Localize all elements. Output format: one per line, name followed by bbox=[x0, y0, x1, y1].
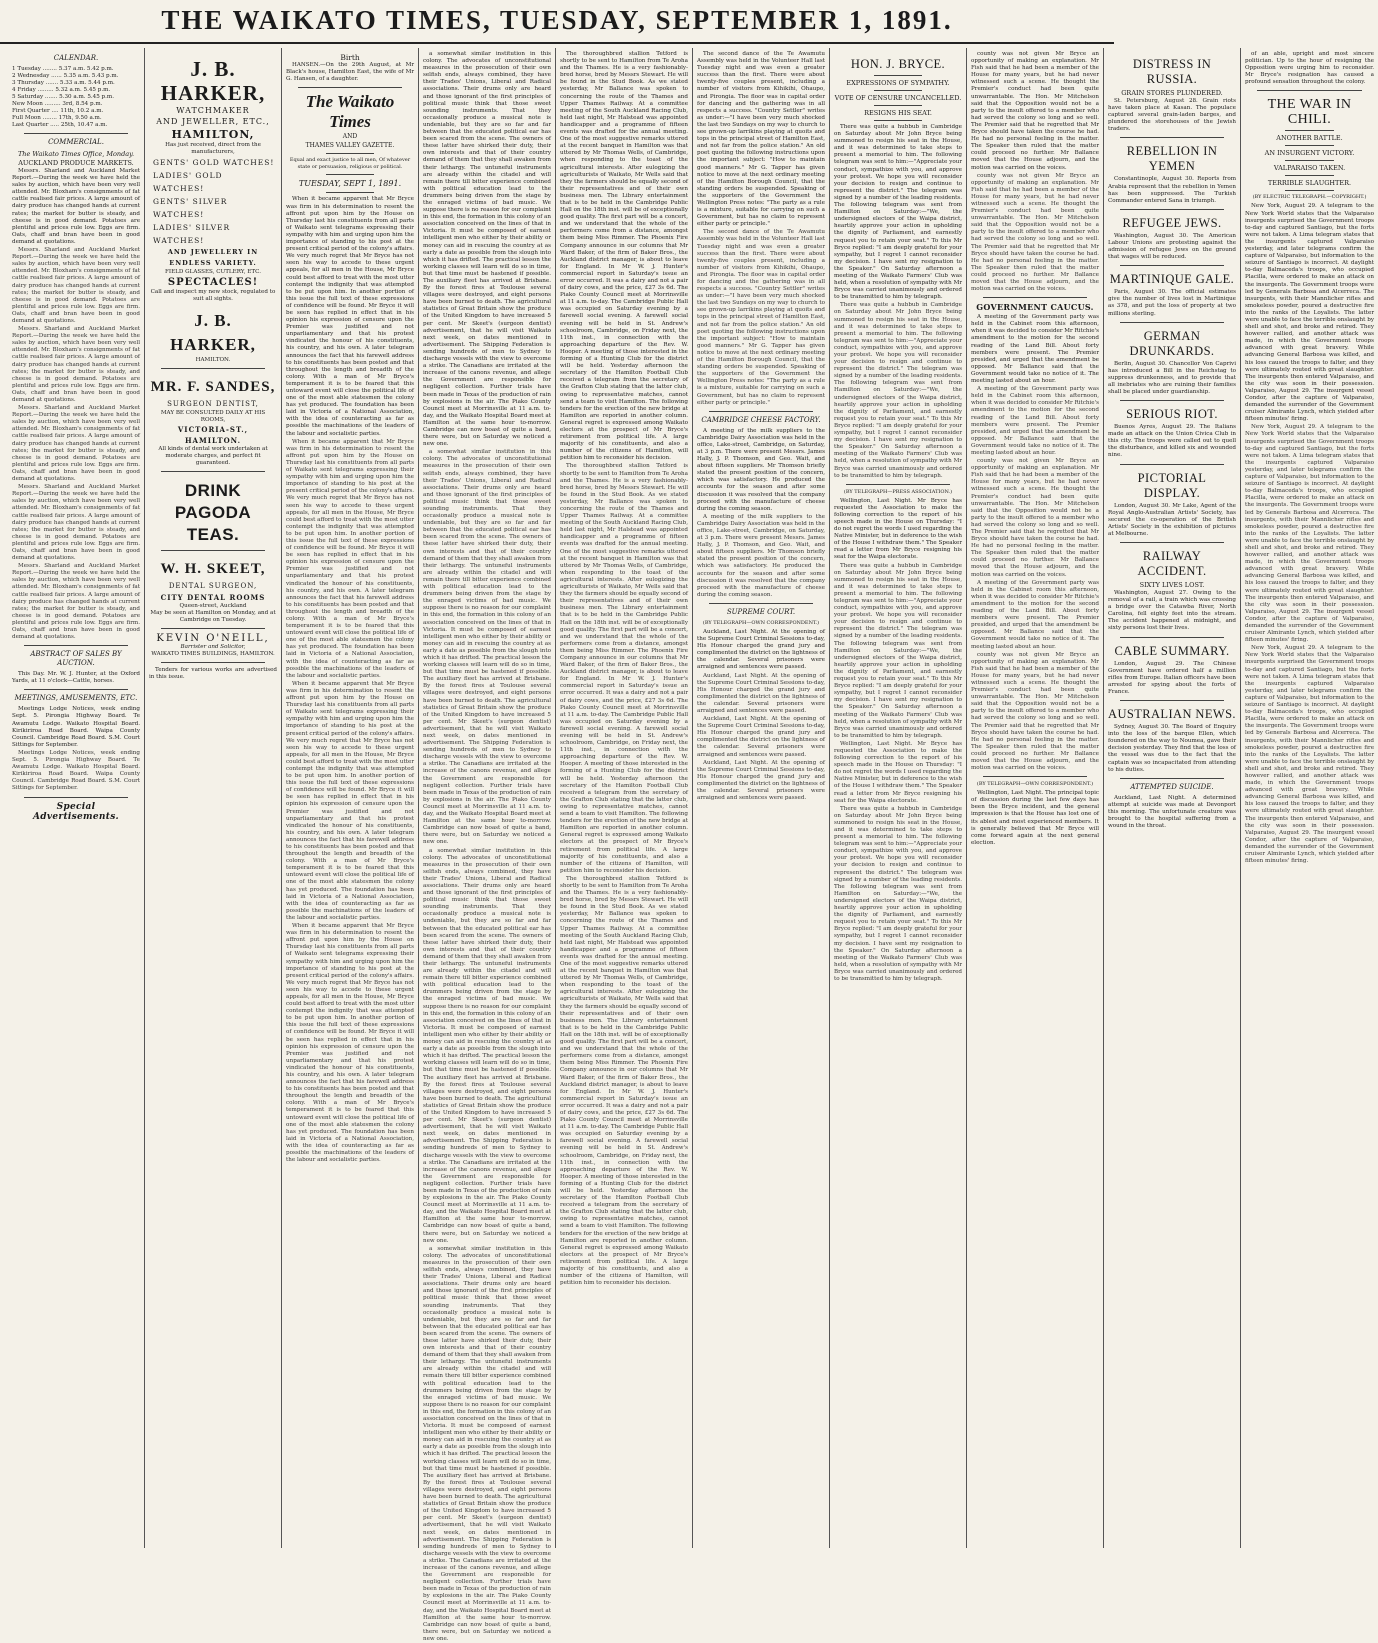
bryce-title: HON. J. BRYCE. bbox=[850, 57, 946, 71]
watch-line: GENTS' SILVER WATCHES! bbox=[153, 197, 228, 219]
calendar-row: 3 Thursday ....... 5.33 a.m. 5.44 p.m. bbox=[12, 80, 115, 86]
cable-title: DISTRESS IN RUSSIA. bbox=[1132, 57, 1212, 86]
cable-body: Constantinople, August 30. Reports from Arabia represent that the rebellion in Yemen has been suppressed. The Turkish Commander entered Sana in triumph. bbox=[1108, 176, 1236, 204]
commercial-body: Messrs. Sharland and Auckland Market Report.—During the week we have held the sales by auction, which have been very well attended. Mr. Bloxham's consignments of fat cattle realised fair prices. A large amount of dairy produce has changed hands at current rates; the market for butter is steady, and cheese is in good demand. Potatoes are plentiful and prices rule low. Eggs are firm. Oats, chaff and bran have been in good demand at quotations. bbox=[12, 563, 140, 641]
pagoda-tea-ad: DRINK PAGODA TEAS. bbox=[174, 481, 252, 544]
supreme-court-telegraph: (BY TELEGRAPH—OWN CORRESPONDENT.) bbox=[702, 619, 820, 626]
cable-body: Washington, August 30. The American Labour Unions are protesting against the admission of refugee Jews on the ground that wages will be reduced. bbox=[1108, 232, 1236, 261]
article-body: The second dance of the Te Awamutu Assembly was held in the Volunteer Hall last Tuesday night and was even a greater success than the first. There were about twenty-five couples present, including a number of visitors from Kihikihi, Ohaupo, and Pirongia. The floor was in capital order for dancing and the gathering was in all respects a success. "Country Settler" writes as under:—"I have been very much shocked the last two Sundays on my way to church to see grown-up larrikins playing at quoits and tops in the principal street of Hamilton East, and not far from the police station." An old poet quoting the following instructions upon the important subject: "How to maintain good manners." Mr G. Tapper has given notice to move at the next ordinary meeting of the Hamilton Borough Council, that the standing orders be suspended. Speaking of the supporters of the Government the Wellington Press notes: "The party as a rule is a mixture, suitable for carrying on such a Government, but has no claim to represent either party or principle." bbox=[697, 229, 825, 406]
bryce-telegraph-body: Wellington, Last Night. Mr Bryce has requested the Association to make the following correction to the report of his speech made in the House on Thursday: "I do not regret the words I used regarding the Native Minister, but in deference to the wish of the House I withdraw them." The Speaker read a letter from Mr Bryce resigning his seat for the Waipa electorate. bbox=[834, 740, 962, 804]
cable-body: Washington, August 27. Owing to the removal of a rail, a train which was crossing a bridge over the Catawba River, North Carolina, fell eighty feet into the stream. The accident happened at midnight, and sixty persons lost their lives. bbox=[1108, 590, 1236, 632]
divider bbox=[874, 120, 922, 121]
skeet-title: DENTAL SURGEON, bbox=[168, 582, 258, 590]
bryce-sub-censure: VOTE OF CENSURE UNCANCELLED. bbox=[834, 94, 962, 102]
divider bbox=[1120, 400, 1224, 401]
parliament-telegraph: (BY TELEGRAPH—OWN CORRESPONDENT.) bbox=[976, 781, 1094, 788]
divider bbox=[298, 87, 402, 88]
article-body: The thoroughbred stallion Tetford is shortly to be sent to Hamilton from Te Aroha and the Thames. He is a very fashionably-bred horse, bred by Messrs Stewart. He will be found in the Stud Book. As we stated yesterday, Mr Ballance was spoken to concerning the route of the Thames and Upper Thames Railway. At a committee meeting of the South Auckland Racing Club, held last night, Mr Halstead was appointed handicapper and a programme of fifteen events was drafted for the annual meeting. One of the most suggestive remarks uttered at the recent banquet in Hamilton was that uttered by Mr Thomas Wells, of Cambridge, when responding to the toast of the agricultural interests. After eulogizing the agriculturists of Waikato, Mr Wells said that they the farmers should be equally second of their representatives and of their own business men. The Library entertainment that is to be held in the Cambridge Public Hall on the 18th inst. will be of exceptionally good quality. The first part will be a concert, and we understand that the whole of the performers come from a distance, amongst them being Miss Rimmer. The Phoenix Fire Company announce in our columns that Mr Ward Baker, of the firm of Baker Bros., the Auckland district manager, is about to leave for England. In Mr W. J. Hunter's commercial report in Saturday's issue an error occurred. It was a dairy and not a pair of dairy cows, and the price, £27 3s 6d. The Piako County Council meet at Morrinsville at 11 a.m. to-day. The Cambridge Public Hall was occupied on Saturday evening by a farewell social evening. A farewell social evening will be held in St. Andrew's schoolroom, Cambridge, on Friday next, the 11th inst., in connection with the approaching departure of the Rev. W. Hooper. A meeting of those interested in the forming of a Hunting Club for the district will be held. Yesterday afternoon the secretary of the Hamilton Football Club received a telegram from the secretary of the Grafton Club stating that the latter club, owing to representative matches, cannot send a team to visit Hamilton. The following tenders for the erection of the new bridge at Hamilton are reported in another column. General regret is expressed among Waikato electors at the prospect of Mr Bryce's retirement from political life. A large majority of his constituents, and also a number of the citizens of Hamilton, will petition him to reconsider his decision. bbox=[560, 51, 688, 462]
parliament-body: county was not given Mr Bryce an opportunity of making an explanation. Mr Fish said that he had been a member of the House for many years, but he had never witnessed such a scene. He thought the Premier's conduct had been quite unwarrantable. The Hon. Mr Mitchelson said that the Opposition would not be a party to the insult offered to a member who had served the colony so long and so well. The Premier said that he regretted that Mr Bryce should have taken the course he had. He had no personal feeling in the matter. The Speaker then ruled that the matter could proceed no further. Mr Ballance moved that the House adjourn, and the motion was carried on the voices. bbox=[971, 172, 1099, 293]
cable-body: London, August 29. The Chinese Government have ordered half a million rifles from Europe. Italian officers have been arrested for spying about the forts of France. bbox=[1108, 660, 1236, 695]
divider bbox=[161, 628, 265, 629]
bryce-body: There was quite a hubbub in Cambridge on Saturday about Mr John Bryce being summoned to resign his seat in the House, and it was determined to take steps to present a memorial to him. The following telegram was sent to him:—"Appreciate your conduct, sympathize with you, and approve your protest. We hope you will reconsider your decision to resign and continue to represent the district." The telegram was signed by a number of the leading residents. The following telegram was sent from Hamilton on Saturday:—"We, the undersigned electors of the Waipa district, heartily approve your action in upholding the dignity of Parliament, and earnestly request you to retain your seat." To this Mr Bryce replied: "I am deeply grateful for your sympathy, but I regret I cannot reconsider my decision. I have sent my resignation to the Speaker." On Saturday afternoon a meeting of the Waikato Farmers' Club was held, when a resolution of sympathy with Mr Bryce was carried unanimously and ordered to be transmitted to him by telegraph. bbox=[834, 302, 962, 479]
cable-body: Buenos Ayres, August 29. The Italians made an attack on the Union Civica Club in this city. The troops were called out to quell the disturbance, and killed six and wounded nine. bbox=[1108, 424, 1236, 459]
column-5 bbox=[556, 48, 693, 1548]
calendar-row: Last Quarter ..... 25th, 10.47 a.m. bbox=[12, 122, 108, 128]
war-sub: ANOTHER BATTLE. bbox=[1276, 134, 1343, 143]
divider bbox=[709, 411, 813, 412]
sandes-name: MR. F. SANDES, bbox=[150, 379, 276, 395]
sandes-attend: MAY BE CONSULTED DAILY AT HIS ROOMS, bbox=[160, 410, 266, 423]
harker-name: J. B. HARKER, bbox=[160, 57, 266, 105]
abstract-body: This Day. Mr. W. J. Hunter, at the Oxford Yards, at 11 o'clock—Cattle, horses. bbox=[12, 671, 140, 685]
paper-sub-and: AND bbox=[342, 133, 358, 141]
divider bbox=[1285, 130, 1334, 131]
calendar-table bbox=[12, 66, 140, 129]
war-sub: VALPARAISO TAKEN. bbox=[1273, 164, 1346, 173]
commercial-body: Messrs. Sharland and Auckland Market Report.—During the week we have held the sales by auction, which have been very well attended. Mr. Bloxham's consignments of fat cattle realised fair prices. A large amount of dairy produce has changed hands at current rates; the market for butter is steady, and cheese is in good demand. Potatoes are plentiful and prices rule low. Eggs are firm. Oats, chaff and bran have been in good demand at quotations. bbox=[12, 247, 140, 324]
cable-subtitle: SIXTY LIVES LOST. bbox=[1139, 581, 1205, 589]
leader-body: When it became apparent that Mr Bryce was firm in his determination to resent the affront put upon him by the House on Thursday last his constituents from all parts of Waikato sent telegrams expressing their sympathy with him and urging upon him the importance of standing to his post at the present critical period of the colony's affairs. We very much regret that Mr Bryce has not seen his way to accede to these urgent appeals, for all men in the House, Mr Bryce could best afford to treat with the most utter contempt the indignity that was attempted to be put upon him. In another portion of this issue the full text of these expressions of confidence will be found. Mr Bryce it will be seen has replied in effect that in his opinion his expression of censure upon the Premier was justified and not unparliamentary and that his protest vindicated the honour of his constituents, his country, and his own. A later telegram announces the fact that his farewell address to his constituents has been posted and that throughout the length and breadth of the colony. With a man of Mr Bryce's temperament it is to be feared that this untoward event will close the political life of one of the most able statesmen the colony has yet produced. The foundation has been laid in Victoria of a National Association, with the idea of counteracting as far as possible the machinations of the leaders of the labour and socialistic parties. bbox=[286, 438, 414, 679]
divider bbox=[1120, 778, 1224, 779]
divider bbox=[161, 368, 265, 369]
watch-line: LADIES' GOLD WATCHES! bbox=[153, 171, 223, 193]
harker-spectacles: SPECTACLES! bbox=[167, 277, 259, 288]
skeet-address: Queen-street, Auckland bbox=[179, 603, 247, 609]
commercial-dateline: The Waikato Times Office, Monday. bbox=[17, 150, 135, 158]
divider bbox=[1285, 190, 1334, 191]
divider bbox=[874, 90, 922, 91]
cable-body: Sydney, August 30. The Board of Enquiry into the loss of the barque Ellen, which foundered on the way to Noumea, gave their decision yesterday. They find that the loss of the vessel was due to the fact that the captain was so incapacitated from attending to his duties. bbox=[1108, 724, 1236, 773]
calendar-row: New Moon ......... 3rd, 8.54 p.m. bbox=[12, 101, 103, 107]
cable-title: CABLE SUMMARY. bbox=[1114, 643, 1230, 658]
cable-body: Berlin, August 30. Chancellor Von Caprivi has introduced a Bill in the Reichstag to suppress drunkenness, and to provide that all inebriates who are ruining their families shall be placed under guardianship. bbox=[1108, 360, 1236, 395]
bryce-sub-sympathy: EXPRESSIONS OF SYMPATHY. bbox=[846, 79, 950, 87]
divider bbox=[161, 550, 265, 551]
harker-hamilton: HAMILTON, bbox=[171, 128, 255, 141]
divider bbox=[326, 153, 374, 154]
divider bbox=[1285, 145, 1334, 146]
column-1 bbox=[8, 48, 145, 1548]
cable-title: PICTORIAL DISPLAY. bbox=[1137, 470, 1207, 500]
commercial-title: COMMERCIAL. bbox=[48, 138, 104, 146]
harker-jewellery: AND JEWELLERY IN ENDLESS VARIETY. bbox=[167, 248, 259, 267]
meetings-body: Meetings Lodge Notices, week ending Sept. 5. Pirongia Highway Board. Te Awamutu Lodge. Waikato Hospital Board. Kirikiriroa Road Board. Waipa County Council. Cambridge Road Board. S.M. Court Sittings for September. bbox=[12, 706, 140, 748]
commercial-subhead: AUCKLAND PRODUCE MARKETS. bbox=[18, 159, 134, 167]
commercial-body: Messrs. Sharland and Auckland Market Report.—During the week we have held the sales by auction, which have been very well attended. Mr. Bloxham's consignments of fat cattle realised fair prices. A large amount of dairy produce has changed hands at current rates; the market for butter is steady, and cheese is in good demand. Potatoes are plentiful and prices rule low. Eggs are firm. Oats, chaff and bran have been in good demand at quotations. bbox=[12, 326, 140, 403]
supreme-court-title: SUPREME COURT. bbox=[726, 607, 796, 616]
masthead bbox=[0, 0, 1114, 44]
divider bbox=[24, 133, 128, 134]
skeet-note: May be seen at Hamilton on Monday, and at Cambridge on Tuesday. bbox=[150, 610, 276, 623]
leader-body: When it became apparent that Mr Bryce was firm in his determination to resent the affront put upon him by the House on Thursday last his constituents from all parts of Waikato sent telegrams expressing their sympathy with him and urging upon him the importance of standing to his post at the present critical period of the colony's affairs. We very much regret that Mr Bryce has not seen his way to accede to these urgent appeals, for all men in the House, Mr Bryce could best afford to treat with the most utter contempt the indignity that was attempted to be put upon him. In another portion of this issue the full text of these expressions of confidence will be found. Mr Bryce it will be seen has replied in effect that in his opinion his expression of censure upon the Premier was justified and not unparliamentary and that his protest vindicated the honour of his constituents, his country, and his own. A later telegram announces the fact that his farewell address to his constituents has been posted and that throughout the length and breadth of the colony. With a man of Mr Bryce's temperament it is to be feared that this untoward event will close the political life of one of the most able statesmen the colony has yet produced. The foundation has been laid in Victoria of a National Association, with the idea of counteracting as far as possible the machinations of the leaders of the labour and socialistic parties. bbox=[286, 680, 414, 921]
column-7 bbox=[830, 48, 967, 1548]
divider bbox=[709, 603, 813, 604]
birth-title: Birth bbox=[340, 53, 360, 62]
column-8 bbox=[967, 48, 1104, 1548]
leader-body: When it became apparent that Mr Bryce was firm in his determination to resent the affront put upon him by the House on Thursday last his constituents from all parts of Waikato sent telegrams expressing their sympathy with him and urging upon him the importance of standing to his post at the present critical period of the colony's affairs. We very much regret that Mr Bryce has not seen his way to accede to these urgent appeals, for all men in the House, Mr Bryce could best afford to treat with the most utter contempt the indignity that was attempted to be put upon him. In another portion of this issue the full text of these expressions of confidence will be found. Mr Bryce it will be seen has replied in effect that in his opinion his expression of censure upon the Premier was justified and not unparliamentary and that his protest vindicated the honour of his constituents, his country, and his own. A later telegram announces the fact that his farewell address to his constituents has been posted and that throughout the length and breadth of the colony. With a man of Mr Bryce's temperament it is to be feared that this untoward event will close the political life of one of the most able statesmen the colony has yet produced. The foundation has been laid in Victoria of a National Association, with the idea of counteracting as far as possible the machinations of the leaders of the labour and socialistic parties. bbox=[286, 196, 414, 437]
calendar-title: CALENDAR. bbox=[53, 54, 99, 62]
divider bbox=[1120, 637, 1224, 638]
article-body: a somewhat similar institution in this colony. The advocates of unconstitutional measures in the prosecution of their own selfish ends, always combined, they have their Trades' Unions, Liberal and Radical associations. Their drums only are heard and those ignorant of the first principles of political music think that those sweet sounding instruments. That they occasionally produce a musical note is undeniable, but they are so far and far between that the educated political ear has been scared from the scene. The owners of these latter have shirked their duty, their own interests and that of their country demand of them that they shall awaken from their lethargy. The untuneful instruments are already within the citadel and will remain there till bitter experience combined with political education lead to the drummers being driven from the stage by the enraged victims of bad music. We suppose there is no reason for our complaint in this end, the formation in this colony of an association conceived on the lines of that in Victoria. It must be composed of earnest intelligent men who either by their ability or money can aid in rescuing the country at as early a date as possible from the slough into which it has drifted. The practical lesson the working classes will learn will do so in time, but that time must be hastened if possible. The auxiliary fleet has arrived at Brisbane. By the forest fires at Toulouse several villages were destroyed, and eight persons have been burned to death. The agricultural statistics of Great Britain show the produce of the United Kingdom to have increased 5 per cent. Mr Skeet's (surgeon dentist) advertisement, that he will visit Waikato next week, on dates mentioned in advertisement. The Shipping Federation is sending hundreds of men to Sydney to discharge vessels with the view to overcome a strike. The Canadians are irritated at the increase of the canons revenue, and allege the Government are responsible for negligent collection. Further trials have been made in Texas of the production of rain by explosions in the air. The Piako County Council meet at Morrinsville at 11 a.m. to-day, and the Waikato Hospital Board meet at Hamilton at the same hour to-morrow. Cambridge can now boast of quite a band, there were, but on Saturday we noticed a new one. bbox=[423, 51, 551, 448]
oneill-title: Barrister and Solicitor, bbox=[180, 644, 246, 650]
divider bbox=[326, 174, 374, 175]
sandes-note: All kinds of dental work undertaken at moderate charges, and perfect fit guaranteed. bbox=[158, 446, 268, 466]
harker-spec-note: Call and inspect my new stock, regulated to suit all sights. bbox=[150, 289, 276, 302]
cheese-factory-body: A meeting of the milk suppliers to the Cambridge Dairy Association was held in the office, Lake-street, Cambridge, on Saturday, at 3 p.m. There were present Messrs. James Hally, J. P. Thomson, and Geo. Wait, and about fifteen suppliers. Mr Thomson briefly stated the present position of the concern, which was satisfactory. He produced the accounts for the season and after some discussion it was resolved that the company proceed with the manufacture of cheese during the coming season. bbox=[697, 513, 825, 598]
paper-sub-gazette: THAMES VALLEY GAZETTE. bbox=[305, 142, 395, 150]
article-body: The second dance of the Te Awamutu Assembly was held in the Volunteer Hall last Tuesday night and was even a greater success than the first. There were about twenty-five couples present, including a number of visitors from Kihikihi, Ohaupo, and Pirongia. The floor was in capital order for dancing and the gathering was in all respects a success. "Country Settler" writes as under:—"I have been very much shocked the last two Sundays on my way to church to see grown-up larrikins playing at quoits and tops in the principal street of Hamilton East, and not far from the police station." An old poet quoting the following instructions upon the important subject: "How to maintain good manners." Mr G. Tapper has given notice to move at the next ordinary meeting of the Hamilton Borough Council, that the standing orders be suspended. Speaking of the supporters of the Government the Wellington Press notes: "The party as a rule is a mixture, suitable for carrying on such a Government, but has no claim to represent either party or principle." bbox=[697, 51, 825, 228]
parliament-body: county was not given Mr Bryce an opportunity of making an explanation. Mr Fish said that he had been a member of the House for many years, but he had never witnessed such a scene. He thought the Premier's conduct had been quite unwarrantable. The Hon. Mr Mitchelson said that the Opposition would not be a party to the insult offered to a member who had served the colony so long and so well. The Premier said that he regretted that Mr Bryce should have taken the course he had. He had no personal feeling in the matter. The Speaker then ruled that the matter could proceed no further. Mr Ballance moved that the House adjourn, and the motion was carried on the voices. bbox=[971, 51, 1099, 171]
divider bbox=[1120, 322, 1224, 323]
caucus-title: GOVERNMENT CAUCUS. bbox=[976, 302, 1094, 313]
divider bbox=[1120, 209, 1224, 210]
parliament-body: county was not given Mr Bryce an opportunity of making an explanation. Mr Fish said that he had been a member of the House for many years, but he had never witnessed such a scene. He thought the Premier's conduct had been quite unwarrantable. The Hon. Mr Mitchelson said that the Opposition would not be a party to the insult offered to a member who had served the colony so long and so well. The Premier said that he regretted that Mr Bryce should have taken the course he had. He had no personal feeling in the matter. The Speaker then ruled that the matter could proceed no further. Mr Ballance moved that the House adjourn, and the motion was carried on the voices. bbox=[971, 651, 1099, 772]
cable-body: Paris, August 30. The official estimates give the number of lives lost in Martinique as 378, and put the loss of property at two millions sterling. bbox=[1108, 289, 1236, 317]
harker-jeweller: AND JEWELLER, ETC., bbox=[156, 117, 270, 126]
article-body: The thoroughbred stallion Tetford is shortly to be sent to Hamilton from Te Aroha and the Thames. He is a very fashionably-bred horse, bred by Messrs Stewart. He will be found in the Stud Book. As we stated yesterday, Mr Ballance was spoken to concerning the route of the Thames and Upper Thames Railway. At a committee meeting of the South Auckland Racing Club, held last night, Mr Halstead was appointed handicapper and a programme of fifteen events was drafted for the annual meeting. One of the most suggestive remarks uttered at the recent banquet in Hamilton was that uttered by Mr Thomas Wells, of Cambridge, when responding to the toast of the agricultural interests. After eulogizing the agriculturists of Waikato, Mr Wells said that they the farmers should be equally second of their representatives and of their own business men. The Library entertainment that is to be held in the Cambridge Public Hall on the 18th inst. will be of exceptionally good quality. The first part will be a concert, and we understand that the whole of the performers come from a distance, amongst them being Miss Rimmer. The Phoenix Fire Company announce in our columns that Mr Ward Baker, of the firm of Baker Bros., the Auckland district manager, is about to leave for England. In Mr W. J. Hunter's commercial report in Saturday's issue an error occurred. It was a dairy and not a pair of dairy cows, and the price, £27 3s 6d. The Piako County Council meet at Morrinsville at 11 a.m. to-day. The Cambridge Public Hall was occupied on Saturday evening by a farewell social evening. A farewell social evening will be held in St. Andrew's schoolroom, Cambridge, on Friday next, the 11th inst., in connection with the approaching departure of the Rev. W. Hooper. A meeting of those interested in the forming of a Hunting Club for the district will be held. Yesterday afternoon the secretary of the Hamilton Football Club received a telegram from the secretary of the Grafton Club stating that the latter club, owing to representative matches, cannot send a team to visit Hamilton. The following tenders for the erection of the new bridge at Hamilton are reported in another column. General regret is expressed among Waikato electors at the prospect of Mr Bryce's retirement from political life. A large majority of his constituents, and also a number of the citizens of Hamilton, will petition him to reconsider his decision. bbox=[560, 875, 688, 1287]
divider bbox=[1120, 542, 1224, 543]
harker-intro: Has just received, direct from the manufacturers, bbox=[165, 142, 261, 155]
harker-name-repeat: J. B. HARKER, bbox=[170, 311, 256, 354]
war-body: New York, August 29. A telegram to the New York World states that the Valparaiso insurgents surprised the Government troops to-day and captured Santiago, but the forts were not taken. A Lima telegram states that the insurgents captured Valparaiso yesterday, and later telegrams confirm the capture of Valparaiso, but information to the seizure of Santiago is incorrect. At daylight to-day Balmaceda's troops, who occupied Placilla, were ordered to make an attack on the insurgents. The Government troops were led by Generals Barbosa and Alcerreca. The insurgents, with their Mannlicher rifles and smokeless powder, poured a destructive fire into the ranks of the Loyalists. The latter were unable to face the terrible onslaught by shell and shot, and broke and retired. They however rallied, and another attack was made, in which the Government troops advanced with great bravery. While advancing General Barbosa was killed, and his loss caused the troops to falter, and they were ultimately routed with great slaughter. The insurgents then entered Valparaiso, and the city was soon in their possession. Valparaiso, August 29. The insurgent vessel Condor, after the capture of Valparaiso, demanded the surrender of the Government cruiser Almirante Lynch, which yielded after fifteen minutes' firing. bbox=[1245, 203, 1374, 423]
commercial-body: Messrs. Sharland and Auckland Market Report.—During the week we have held the sales by auction, which have been very well attended. Mr. Bloxham's consignments of fat cattle realised fair prices. A large amount of dairy produce has changed hands at current rates; the market for butter is steady, and cheese is in good demand. Potatoes are plentiful and prices rule low. Eggs are firm. Oats, chaff and bran have been in good demand at quotations. bbox=[12, 405, 140, 483]
supreme-court-body: Auckland, Last Night. At the opening of the Supreme Court Criminal Sessions to-day, His Honour charged the grand jury and complimented the district on the lightness of the calendar. Several prisoners were arraigned and sentences were passed. bbox=[697, 759, 825, 802]
divider bbox=[1120, 700, 1224, 701]
commercial-body: Messrs. Sharland and Auckland Market Report.—During the week we have held the sales by auction, which have been very well attended. Mr. Bloxham's consignments of fat cattle realised fair prices. A large amount of dairy produce has changed hands at current rates; the market for butter is steady, and cheese is in good demand. Potatoes are plentiful and prices rule low. Eggs are firm. Oats, chaff and bran have been in good demand at quotations. bbox=[12, 168, 140, 245]
bryce-continued: of an able, upright and most sincere politician. Up to the hour of resigning the Opposition were urging him to reconsider. Mr Bryce's resignation has caused a profound sensation throughout the colony. bbox=[1245, 51, 1374, 86]
divider bbox=[874, 105, 922, 106]
cable-title: REFUGEE JEWS. bbox=[1122, 215, 1222, 230]
bryce-telegraph-body: Wellington, Last Night. Mr Bryce has requested the Association to make the following correction to the report of his speech made in the House on Thursday: "I do not regret the words I used regarding the Native Minister, but in deference to the wish of the House I withdraw them." The Speaker read a letter from Mr Bryce resigning his seat for the Waipa electorate. bbox=[834, 497, 962, 561]
skeet-rooms: CITY DENTAL ROOMS bbox=[160, 593, 266, 602]
special-ads-title: Special Advertisements. bbox=[33, 801, 119, 822]
divider bbox=[1285, 175, 1334, 176]
divider bbox=[1120, 464, 1224, 465]
cable-body: London, August 30. Mr Lake, Agent of the Royal Anglo-Australian Artists' Society, has secured the co-operation of the British Artists' Society in the exhibition of pictures at Melbourne. bbox=[1108, 502, 1236, 537]
column-9 bbox=[1104, 48, 1241, 1548]
sandes-title: SURGEON DENTIST, bbox=[167, 400, 259, 408]
article-body: The thoroughbred stallion Tetford is shortly to be sent to Hamilton from Te Aroha and the Thames. He is a very fashionably-bred horse, bred by Messrs Stewart. He will be found in the Stud Book. As we stated yesterday, Mr Ballance was spoken to concerning the route of the Thames and Upper Thames Railway. At a committee meeting of the South Auckland Racing Club, held last night, Mr Halstead was appointed handicapper and a programme of fifteen events was drafted for the annual meeting. One of the most suggestive remarks uttered at the recent banquet in Hamilton was that uttered by Mr Thomas Wells, of Cambridge, when responding to the toast of the agricultural interests. After eulogizing the agriculturists of Waikato, Mr Wells said that they the farmers should be equally second of their representatives and of their own business men. The Library entertainment that is to be held in the Cambridge Public Hall on the 18th inst. will be of exceptionally good quality. The first part will be a concert, and we understand that the whole of the performers come from a distance, amongst them being Miss Rimmer. The Phoenix Fire Company announce in our columns that Mr Ward Baker, of the firm of Baker Bros., the Auckland district manager, is about to leave for England. In Mr W. J. Hunter's commercial report in Saturday's issue an error occurred. It was a dairy and not a pair of dairy cows, and the price, £27 3s 6d. The Piako County Council meet at Morrinsville at 11 a.m. to-day. The Cambridge Public Hall was occupied on Saturday evening by a farewell social evening. A farewell social evening will be held in St. Andrew's schoolroom, Cambridge, on Friday next, the 11th inst., in connection with the approaching departure of the Rev. W. Hooper. A meeting of those interested in the forming of a Hunting Club for the district will be held. Yesterday afternoon the secretary of the Hamilton Football Club received a telegram from the secretary of the Grafton Club stating that the latter club, owing to representative matches, cannot send a team to visit Hamilton. The following tenders for the erection of the new bridge at Hamilton are reported in another column. General regret is expressed among Waikato electors at the prospect of Mr Bryce's retirement from political life. A large majority of his constituents, and also a number of the citizens of Hamilton, will petition him to reconsider his decision. bbox=[560, 463, 688, 874]
bryce-telegraph: (BY TELEGRAPH—PRESS ASSOCIATION.) bbox=[843, 488, 953, 495]
calendar-row: 4 Friday ......... 5.32 a.m. 5.45 p.m. bbox=[12, 87, 111, 93]
harker-field-glasses: FIELD GLASSES, CUTLERY, ETC. bbox=[165, 269, 261, 275]
divider bbox=[983, 776, 1087, 777]
divider bbox=[161, 662, 265, 663]
calendar-row: 1 Tuesday ........ 5.37 a.m. 5.42 p.m. bbox=[12, 66, 114, 72]
harker-hamilton-repeat: HAMILTON. bbox=[195, 357, 231, 363]
war-telegraph: (BY ELECTRIC TELEGRAPH.—COPYRIGHT.) bbox=[1252, 194, 1367, 201]
divider bbox=[24, 645, 128, 646]
divider bbox=[161, 471, 265, 472]
meetings-body: Meetings Lodge Notices, week ending Sept. 5. Pirongia Highway Board. Te Awamutu Lodge. Waikato Hospital Board. Kirikiriroa Road Board. Waipa County Council. Cambridge Road Board. S.M. Court Sittings for September. bbox=[12, 749, 140, 792]
calendar-row: Full Moon ........ 17th, 9.50 a.m. bbox=[12, 115, 102, 121]
watch-line: LADIES' SILVER WATCHES! bbox=[153, 223, 231, 245]
column-4 bbox=[419, 48, 556, 1642]
oneill-address: WAIKATO TIMES BUILDINGS, HAMILTON. bbox=[151, 651, 275, 657]
watch-line: GENTS' GOLD WATCHES! bbox=[153, 158, 275, 167]
harker-watchmaker: WATCHMAKER bbox=[176, 106, 250, 115]
divider bbox=[1120, 137, 1224, 138]
supreme-court-body: Auckland, Last Night. At the opening of the Supreme Court Criminal Sessions to-day, His Honour charged the grand jury and complimented the district on the lightness of the calendar. Several prisoners were arraigned and sentences were passed. bbox=[697, 716, 825, 758]
bryce-body: There was quite a hubbub in Cambridge on Saturday about Mr John Bryce being summoned to resign his seat in the House, and it was determined to take steps to present a memorial to him. The following telegram was sent to him:—"Appreciate your conduct, sympathize with you, and approve your protest. We hope you will reconsider your decision to resign and continue to represent the district." The telegram was signed by a number of the leading residents. The following telegram was sent from Hamilton on Saturday:—"We, the undersigned electors of the Waipa district, heartily approve your action in upholding the dignity of Parliament, and earnestly request you to retain your seat." To this Mr Bryce replied: "I am deeply grateful for your sympathy, but I regret I cannot reconsider my decision. I have sent my resignation to the Speaker." On Saturday afternoon a meeting of the Waikato Farmers' Club was held, when a resolution of sympathy with Mr Bryce was carried unanimously and ordered to be transmitted to him by telegraph. bbox=[834, 805, 962, 982]
parliament-body: county was not given Mr Bryce an opportunity of making an explanation. Mr Fish said that he had been a member of the House for many years, but he had never witnessed such a scene. He thought the Premier's conduct had been quite unwarrantable. The Hon. Mr Mitchelson said that the Opposition would not be a party to the insult offered to a member who had served the colony so long and so well. The Premier said that he regretted that Mr Bryce should have taken the course he had. He had no personal feeling in the matter. The Speaker then ruled that the matter could proceed no further. Mr Ballance moved that the House adjourn, and the motion was carried on the voices. bbox=[971, 458, 1099, 578]
divider bbox=[326, 192, 374, 193]
war-sub: AN INSURGENT VICTORY. bbox=[1264, 149, 1355, 158]
calendar-row: 5 Saturday ....... 5.30 a.m. 5.45 p.m. bbox=[12, 94, 114, 100]
cable-body: Auckland, Last Night. A determined attempt at suicide was made at Devonport this morning. The unfortunate creature was brought to the hospital suffering from a wound in the throat. bbox=[1108, 794, 1236, 830]
caucus-body: A meeting of the Government party was held in the Cabinet room this afternoon, when it was decided to consider Mr Ritchie's amendment to the motion for the second reading of the Land Bill. About forty members were present. The Premier presided, and urged that the amendment be opposed. Mr Ballance said that the Government would take no notice of it. The meeting lasted about an hour. bbox=[971, 314, 1099, 385]
column-2 bbox=[145, 48, 282, 1548]
supreme-court-body: Auckland, Last Night. At the opening of the Supreme Court Criminal Sessions to-day, His Honour charged the grand jury and complimented the district on the lightness of the calendar. Several prisoners were arraigned and sentences were passed. bbox=[697, 628, 825, 671]
divider bbox=[874, 75, 922, 76]
cable-title: RAILWAY ACCIDENT. bbox=[1137, 549, 1207, 578]
cheese-factory-body: A meeting of the milk suppliers to the Cambridge Dairy Association was held in the office, Lake-street, Cambridge, on Saturday, at 3 p.m. There were present Messrs. James Hally, J. P. Thomson, and Geo. Wait, and about fifteen suppliers. Mr Thomson briefly stated the present position of the concern, which was satisfactory. He produced the accounts for the season and after some discussion it was resolved that the company proceed with the manufacture of cheese during the coming season. bbox=[697, 427, 825, 512]
masthead-title: THE WAIKATO TIMES, TUESDAY, SEPTEMBER 1, 1891. bbox=[161, 5, 953, 35]
paper-title: The Waikato Times bbox=[305, 92, 395, 132]
war-title: THE WAR IN CHILI. bbox=[1267, 97, 1352, 128]
article-body: a somewhat similar institution in this colony. The advocates of unconstitutional measures in the prosecution of their own selfish ends, always combined, they have their Trades' Unions, Liberal and Radical associations. Their drums only are heard and those ignorant of the first principles of political music think that those sweet sounding instruments. That they occasionally produce a musical note is undeniable, but they are so far and far between that the educated political ear has been scared from the scene. The owners of these latter have shirked their duty, their own interests and that of their country demand of them that they shall awaken from their lethargy. The untuneful instruments are already within the citadel and will remain there till bitter experience combined with political education lead to the drummers being driven from the stage by the enraged victims of bad music. We suppose there is no reason for our complaint in this end, the formation in this colony of an association conceived on the lines of that in Victoria. It must be composed of earnest intelligent men who either by their ability or money can aid in rescuing the country at as early a date as possible from the slough into which it has drifted. The practical lesson the working classes will learn will do so in time, but that time must be hastened if possible. The auxiliary fleet has arrived at Brisbane. By the forest fires at Toulouse several villages were destroyed, and eight persons have been burned to death. The agricultural statistics of Great Britain show the produce of the United Kingdom to have increased 5 per cent. Mr Skeet's (surgeon dentist) advertisement, that he will visit Waikato next week, on dates mentioned in advertisement. The Shipping Federation is sending hundreds of men to Sydney to discharge vessels with the view to overcome a strike. The Canadians are irritated at the increase of the canons revenue, and allege the Government are responsible for negligent collection. Further trials have been made in Texas of the production of rain by explosions in the air. The Piako County Council meet at Morrinsville at 11 a.m. to-day, and the Waikato Hospital Board meet at Hamilton at the same hour to-morrow. Cambridge can now boast of quite a band, there were, but on Saturday we noticed a new one. bbox=[423, 449, 551, 846]
birth-notice: HANSEN.—On the 29th August, at Mr Black's house, Hamilton East, the wife of Mr G. Hansen, of a daughter. bbox=[286, 62, 414, 83]
war-body: New York, August 29. A telegram to the New York World states that the Valparaiso insurgents surprised the Government troops to-day and captured Santiago, but the forts were not taken. A Lima telegram states that the insurgents captured Valparaiso yesterday, and later telegrams confirm the capture of Valparaiso, but information to the seizure of Santiago is incorrect. At daylight to-day Balmaceda's troops, who occupied Placilla, were ordered to make an attack on the insurgents. The Government troops were led by Generals Barbosa and Alcerreca. The insurgents, with their Mannlicher rifles and smokeless powder, poured a destructive fire into the ranks of the Loyalists. The latter were unable to face the terrible onslaught by shell and shot, and broke and retired. They however rallied, and another attack was made, in which the Government troops advanced with great bravery. While advancing General Barbosa was killed, and his loss caused the troops to falter, and they were ultimately routed with great slaughter. The insurgents then entered Valparaiso, and the city was soon in their possession. Valparaiso, August 29. The insurgent vessel Condor, after the capture of Valparaiso, demanded the surrender of the Government cruiser Almirante Lynch, which yielded after fifteen minutes' firing. bbox=[1245, 645, 1374, 865]
oneill-name: KEVIN O'NEILL, bbox=[156, 633, 270, 644]
paper-motto: Equal and exact justice to all men, Of whatever state or persuasion, religious or political. bbox=[289, 157, 411, 171]
divider bbox=[1120, 265, 1224, 266]
divider bbox=[24, 797, 128, 798]
column-3 bbox=[282, 48, 419, 1548]
cable-body: St. Petersburg, August 28. Grain riots have taken place at Kasan. The populace captured several grain-laden barges, and plundered the storehouses of the Jewish traders. bbox=[1108, 98, 1236, 133]
calendar-row: First Quarter .... 11th, 10.2 a.m. bbox=[12, 108, 104, 114]
war-sub: TERRIBLE SLAUGHTER. bbox=[1267, 179, 1352, 188]
cable-title: SERIOUS RIOT. bbox=[1126, 407, 1218, 422]
divider bbox=[983, 297, 1087, 298]
caucus-body: A meeting of the Government party was held in the Cabinet room this afternoon, when it was decided to consider Mr Ritchie's amendment to the motion for the second reading of the Land Bill. About forty members were present. The Premier presided, and urged that the amendment be opposed. Mr Ballance said that the Government would take no notice of it. The meeting lasted about an hour. bbox=[971, 386, 1099, 456]
divider bbox=[24, 689, 128, 690]
divider bbox=[1257, 90, 1362, 91]
war-body: New York, August 29. A telegram to the New York World states that the Valparaiso insurgents surprised the Government troops to-day and captured Santiago, but the forts were not taken. A Lima telegram states that the insurgents captured Valparaiso yesterday, and later telegrams confirm the capture of Valparaiso, but information to the seizure of Santiago is incorrect. At daylight to-day Balmaceda's troops, who occupied Placilla, were ordered to make an attack on the insurgents. The Government troops were led by Generals Barbosa and Alcerreca. The insurgents, with their Mannlicher rifles and smokeless powder, poured a destructive fire into the ranks of the Loyalists. The latter were unable to face the terrible onslaught by shell and shot, and broke and retired. They however rallied, and another attack was made, in which the Government troops advanced with great bravery. While advancing General Barbosa was killed, and his loss caused the troops to falter, and they were ultimately routed with great slaughter. The insurgents then entered Valparaiso, and the city was soon in their possession. Valparaiso, August 29. The insurgent vessel Condor, after the capture of Valparaiso, demanded the surrender of the Government cruiser Almirante Lynch, which yielded after fifteen minutes' firing. bbox=[1245, 424, 1374, 644]
calendar-row: 2 Wednesday ...... 5.35 a.m. 5.43 p.m. bbox=[12, 73, 119, 79]
cable-title: MARTINIQUE GALE. bbox=[1109, 272, 1235, 287]
cable-title: GERMAN DRUNKARDS. bbox=[1129, 328, 1215, 358]
sandes-address: VICTORIA-ST., HAMILTON. bbox=[177, 425, 249, 445]
caucus-body: A meeting of the Government party was held in the Cabinet room this afternoon, when it was decided to consider Mr Ritchie's amendment to the motion for the second reading of the Land Bill. About forty members were present. The Premier presided, and urged that the amendment be opposed. Mr Ballance said that the Government would take no notice of it. The meeting lasted about an hour. bbox=[971, 579, 1099, 650]
cable-subtitle: GRAIN STORES PLUNDERED. bbox=[1121, 89, 1223, 97]
bryce-body: There was quite a hubbub in Cambridge on Saturday about Mr John Bryce being summoned to resign his seat in the House, and it was determined to take steps to present a memorial to him. The following telegram was sent to him:—"Appreciate your conduct, sympathize with you, and approve your protest. We hope you will reconsider your decision to resign and continue to represent the district." The telegram was signed by a number of the leading residents. The following telegram was sent from Hamilton on Saturday:—"We, the undersigned electors of the Waipa district, heartily approve your action in upholding the dignity of Parliament, and earnestly request you to retain your seat." To this Mr Bryce replied: "I am deeply grateful for your sympathy, but I regret I cannot reconsider my decision. I have sent my resignation to the Speaker." On Saturday afternoon a meeting of the Waikato Farmers' Club was held, when a resolution of sympathy with Mr Bryce was carried unanimously and ordered to be transmitted to him by telegraph. bbox=[834, 562, 962, 739]
leader-dateline: TUESDAY, SEPT 1, 1891. bbox=[298, 179, 402, 189]
abstract-title: ABSTRACT OF SALES BY AUCTION. bbox=[30, 650, 122, 668]
divider bbox=[1285, 160, 1334, 161]
meetings-title: MEETINGS, AMUSEMENTS, ETC. bbox=[14, 694, 138, 703]
cheese-factory-title: CAMBRIDGE CHEESE FACTORY. bbox=[701, 415, 821, 424]
commercial-body: Messrs. Sharland and Auckland Market Report.—During the week we have held the sales by auction, which have been very well attended. Mr. Bloxham's consignments of fat cattle realised fair prices. A large amount of dairy produce has changed hands at current rates; the market for butter is steady, and cheese is in good demand. Potatoes are plentiful and prices rule low. Eggs are firm. Oats, chaff and bran have been in good demand at quotations. bbox=[12, 484, 140, 562]
skeet-name: W. H. SKEET, bbox=[160, 561, 266, 577]
tenders-note: Tenders for various works are advertised in this issue. bbox=[149, 667, 277, 681]
divider bbox=[846, 484, 950, 485]
column-10 bbox=[1241, 48, 1378, 1548]
supreme-court-body: Auckland, Last Night. At the opening of the Supreme Court Criminal Sessions to-day, His Honour charged the grand jury and complimented the district on the lightness of the calendar. Several prisoners were arraigned and sentences were passed. bbox=[697, 672, 825, 714]
cable-title: AUSTRALIAN NEWS. bbox=[1108, 707, 1236, 722]
bryce-sub-resigns: RESIGNS HIS SEAT. bbox=[864, 109, 932, 117]
newspaper-columns bbox=[8, 48, 1374, 1642]
cable-title: REBELLION IN YEMEN bbox=[1126, 144, 1218, 174]
leader-body: When it became apparent that Mr Bryce was firm in his determination to resent the affront put upon him by the House on Thursday last his constituents from all parts of Waikato sent telegrams expressing their sympathy with him and urging upon him the importance of standing to his post at the present critical period of the colony's affairs. We very much regret that Mr Bryce has not seen his way to accede to these urgent appeals, for all men in the House, Mr Bryce could best afford to treat with the most utter contempt the indignity that was attempted to be put upon him. In another portion of this issue the full text of these expressions of confidence will be found. Mr Bryce it will be seen has replied in effect that in his opinion his expression of censure upon the Premier was justified and not unparliamentary and that his protest vindicated the honour of his constituents, his country, and his own. A later telegram announces the fact that his farewell address to his constituents has been posted and that throughout the length and breadth of the colony. With a man of Mr Bryce's temperament it is to be feared that this untoward event will close the political life of one of the most able statesmen the colony has yet produced. The foundation has been laid in Victoria of a National Association, with the idea of counteracting as far as possible the machinations of the leaders of the labour and socialistic parties. bbox=[286, 923, 414, 1164]
article-body: a somewhat similar institution in this colony. The advocates of unconstitutional measures in the prosecution of their own selfish ends, always combined, they have their Trades' Unions, Liberal and Radical associations. Their drums only are heard and those ignorant of the first principles of political music think that those sweet sounding instruments. That they occasionally produce a musical note is undeniable, but they are so far and far between that the educated political ear has been scared from the scene. The owners of these latter have shirked their duty, their own interests and that of their country demand of them that they shall awaken from their lethargy. The untuneful instruments are already within the citadel and will remain there till bitter experience combined with political education lead to the drummers being driven from the stage by the enraged victims of bad music. We suppose there is no reason for our complaint in this end, the formation in this colony of an association conceived on the lines of that in Victoria. It must be composed of earnest intelligent men who either by their ability or money can aid in rescuing the country at as early a date as possible from the slough into which it has drifted. The practical lesson the working classes will learn will do so in time, but that time must be hastened if possible. The auxiliary fleet has arrived at Brisbane. By the forest fires at Toulouse several villages were destroyed, and eight persons have been burned to death. The agricultural statistics of Great Britain show the produce of the United Kingdom to have increased 5 per cent. Mr Skeet's (surgeon dentist) advertisement, that he will visit Waikato next week, on dates mentioned in advertisement. The Shipping Federation is sending hundreds of men to Sydney to discharge vessels with the view to overcome a strike. The Canadians are irritated at the increase of the canons revenue, and allege the Government are responsible for negligent collection. Further trials have been made in Texas of the production of rain by explosions in the air. The Piako County Council meet at Morrinsville at 11 a.m. to-day, and the Waikato Hospital Board meet at Hamilton at the same hour to-morrow. Cambridge can now boast of quite a band, there were, but on Saturday we noticed a new one. bbox=[423, 1245, 551, 1642]
column-6 bbox=[693, 48, 830, 1548]
bryce-body: There was quite a hubbub in Cambridge on Saturday about Mr John Bryce being summoned to resign his seat in the House, and it was determined to take steps to present a memorial to him. The following telegram was sent to him:—"Appreciate your conduct, sympathize with you, and approve your protest. We hope you will reconsider your decision to resign and continue to represent the district." The telegram was signed by a number of the leading residents. The following telegram was sent from Hamilton on Saturday:—"We, the undersigned electors of the Waipa district, heartily approve your action in upholding the dignity of Parliament, and earnestly request you to retain your seat." To this Mr Bryce replied: "I am deeply grateful for your sympathy, but I regret I cannot reconsider my decision. I have sent my resignation to the Speaker." On Saturday afternoon a meeting of the Waikato Farmers' Club was held, when a resolution of sympathy with Mr Bryce was carried unanimously and ordered to be transmitted to him by telegraph. bbox=[834, 124, 962, 301]
article-body: a somewhat similar institution in this colony. The advocates of unconstitutional measures in the prosecution of their own selfish ends, always combined, they have their Trades' Unions, Liberal and Radical associations. Their drums only are heard and those ignorant of the first principles of political music think that those sweet sounding instruments. That they occasionally produce a musical note is undeniable, but they are so far and far between that the educated political ear has been scared from the scene. The owners of these latter have shirked their duty, their own interests and that of their country demand of them that they shall awaken from their lethargy. The untuneful instruments are already within the citadel and will remain there till bitter experience combined with political education lead to the drummers being driven from the stage by the enraged victims of bad music. We suppose there is no reason for our complaint in this end, the formation in this colony of an association conceived on the lines of that in Victoria. It must be composed of earnest intelligent men who either by their ability or money can aid in rescuing the country at as early a date as possible from the slough into which it has drifted. The practical lesson the working classes will learn will do so in time, but that time must be hastened if possible. The auxiliary fleet has arrived at Brisbane. By the forest fires at Toulouse several villages were destroyed, and eight persons have been burned to death. The agricultural statistics of Great Britain show the produce of the United Kingdom to have increased 5 per cent. Mr Skeet's (surgeon dentist) advertisement, that he will visit Waikato next week, on dates mentioned in advertisement. The Shipping Federation is sending hundreds of men to Sydney to discharge vessels with the view to overcome a strike. The Canadians are irritated at the increase of the canons revenue, and allege the Government are responsible for negligent collection. Further trials have been made in Texas of the production of rain by explosions in the air. The Piako County Council meet at Morrinsville at 11 a.m. to-day, and the Waikato Hospital Board meet at Hamilton at the same hour to-morrow. Cambridge can now boast of quite a band, there were, but on Saturday we noticed a new one. bbox=[423, 847, 551, 1244]
parliament-telegraph-body: Wellington, Last Night. The principal topic of discussion during the last few days has been the Bryce incident, and the general impression is that the House has lost one of its ablest and most experienced members. It is generally believed that Mr Bryce will come forward again at the next general election. bbox=[971, 790, 1099, 846]
cable-title: ATTEMPTED SUICIDE. bbox=[1130, 782, 1214, 791]
